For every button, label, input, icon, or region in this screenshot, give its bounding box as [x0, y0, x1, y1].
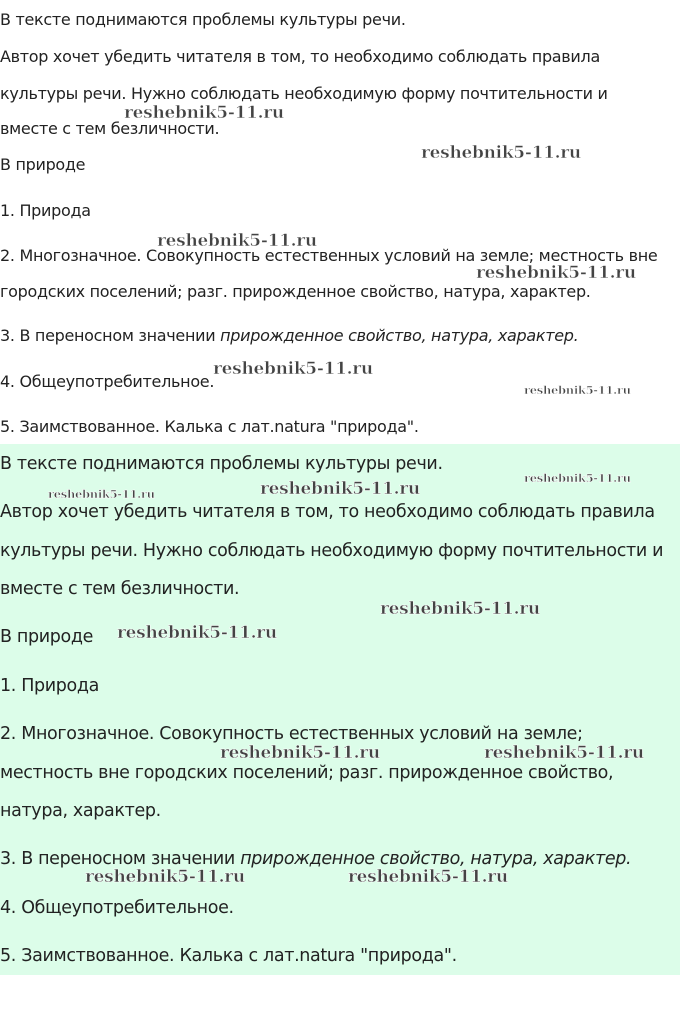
block1-line-9-prefix: 3. В переносном значении	[0, 326, 221, 345]
block2-line-4: вместе с тем безличности.	[0, 579, 240, 599]
block1-line-5: В природе	[0, 155, 86, 174]
block1-line-11: 5. Заимствованное. Калька с лат.natura "природа".	[0, 417, 419, 436]
watermark: reshebnik5-11.ru	[117, 623, 277, 643]
watermark: reshebnik5-11.ru	[220, 743, 380, 763]
block2-line-12: 5. Заимствованное. Калька с лат.natura "природа".	[0, 946, 457, 966]
block1-line-1: В тексте поднимаются проблемы культуры речи.	[0, 10, 406, 29]
block2-line-3: культуры речи. Нужно соблюдать необходимую форму почтительности и	[0, 541, 664, 561]
block1-line-9	[0, 326, 578, 345]
watermark: reshebnik5-11.ru	[524, 471, 631, 485]
block1-line-10: 4. Общеупотребительное.	[0, 372, 215, 391]
block1-line-8: городских поселений; разг. прирожденное свойство, натура, характер.	[0, 282, 591, 301]
watermark: reshebnik5-11.ru	[421, 143, 581, 163]
highlighted-section	[0, 444, 680, 975]
watermark: reshebnik5-11.ru	[124, 103, 284, 123]
block2-line-8: местность вне городских поселений; разг. прирожденное свойство,	[0, 763, 614, 783]
block1-line-4: вместе с тем безличности.	[0, 119, 220, 138]
watermark: reshebnik5-11.ru	[524, 383, 631, 397]
watermark: reshebnik5-11.ru	[476, 263, 636, 283]
watermark: reshebnik5-11.ru	[157, 231, 317, 251]
block2-line-2: Автор хочет убедить читателя в том, то необходимо соблюдать правила	[0, 502, 655, 522]
watermark: reshebnik5-11.ru	[213, 359, 373, 379]
block2-line-11: 4. Общеупотребительное.	[0, 898, 234, 918]
block1-line-7: 2. Многозначное. Совокупность естественных условий на земле; местность вне	[0, 246, 658, 265]
block1-line-6: 1. Природа	[0, 201, 91, 220]
block1-line-3: культуры речи. Нужно соблюдать необходимую форму почтительности и	[0, 84, 608, 103]
watermark: reshebnik5-11.ru	[484, 743, 644, 763]
block2-line-9: натура, характер.	[0, 801, 161, 821]
watermark: reshebnik5-11.ru	[348, 867, 508, 887]
block2-line-10-italic: прирожденное свойство, натура, характер.	[240, 849, 632, 869]
block2-line-6: 1. Природа	[0, 676, 100, 696]
block2-line-5: В природе	[0, 627, 94, 647]
block2-line-7: 2. Многозначное. Совокупность естественных условий на земле;	[0, 724, 583, 744]
watermark: reshebnik5-11.ru	[48, 487, 155, 501]
block2-line-1: В тексте поднимаются проблемы культуры речи.	[0, 454, 443, 474]
watermark: reshebnik5-11.ru	[260, 479, 420, 499]
block2-line-10	[0, 849, 631, 869]
block1-line-2: Автор хочет убедить читателя в том, то необходимо соблюдать правила	[0, 47, 600, 66]
watermark: reshebnik5-11.ru	[380, 599, 540, 619]
block1-line-9-italic: прирожденное свойство, натура, характер.	[220, 326, 579, 345]
watermark: reshebnik5-11.ru	[85, 867, 245, 887]
block2-line-10-prefix: 3. В переносном значении	[0, 849, 241, 869]
